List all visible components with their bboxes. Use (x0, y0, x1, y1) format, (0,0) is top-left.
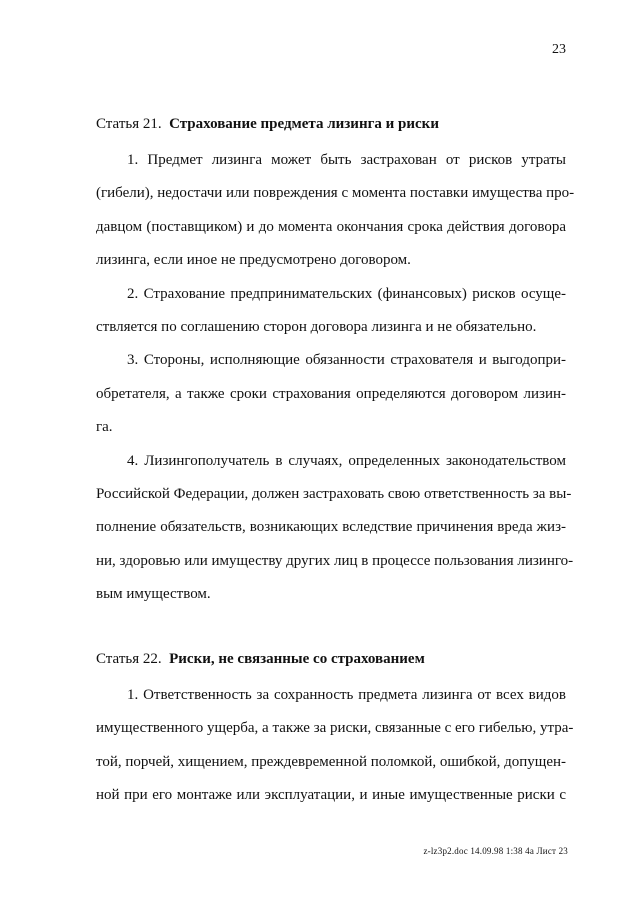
text-line: 3. Стороны, исполняющие обязанности страхователя и выгодопри- (127, 352, 566, 369)
article-22-heading (96, 649, 566, 669)
paragraph (96, 144, 575, 278)
text-line: 4. Лизингополучатель в случаях, определенных законодательством (127, 452, 566, 469)
article-title: Риски, не связанные со страхованием (169, 651, 425, 667)
text-line: вым имуществом. (96, 586, 211, 603)
text-line: той, порчей, хищением, преждевременной поломкой, ошибкой, допущен- (96, 753, 566, 770)
article-22-body (96, 679, 574, 813)
article-label: Статья 22. (96, 651, 162, 667)
text-line: имущественного ущерба, а также за риски, связанные с его гибелью, утра- (96, 720, 574, 737)
paragraph (96, 445, 574, 612)
text-line: ствляется по соглашению сторон договора лизинга и не обязательно. (96, 319, 537, 336)
paragraph (96, 679, 574, 813)
text-line: полнение обязательств, возникающих вследствие причинения вреда жиз- (96, 519, 566, 536)
text-line: Российской Федерации, должен застраховать свою ответственность за вы- (96, 486, 572, 503)
text-line: ной при его монтаже или эксплуатации, и иные имущественные риски с (96, 787, 566, 804)
article-title: Страхование предмета лизинга и риски (169, 116, 439, 132)
paragraph (96, 278, 566, 345)
article-21-body (96, 144, 575, 612)
text-line: 1. Предмет лизинга может быть застрахован от рисков утраты (127, 152, 566, 168)
paragraph (96, 344, 566, 444)
text-line: 2. Страхование предпринимательских (финансовых) рисков осуще- (127, 285, 566, 302)
page-number: 23 (552, 42, 566, 57)
text-line: га. (96, 419, 113, 436)
document-footer: z-lz3p2.doc 14.09.98 1:38 4a Лист 23 (423, 846, 568, 856)
text-line: (гибели), недостачи или повреждения с момента поставки имущества про- (96, 185, 575, 202)
article-label: Статья 21. (96, 116, 162, 132)
article-21-heading (96, 114, 566, 134)
text-line: ни, здоровью или имуществу других лиц в процессе пользования лизинго- (96, 552, 574, 569)
text-line: давцом (поставщиком) и до момента окончания срока действия договора (96, 218, 566, 235)
text-line: лизинга, если иное не предусмотрено договором. (96, 252, 411, 269)
text-line: обретателя, а также сроки страхования определяются договором лизин- (96, 385, 566, 402)
text-line: 1. Ответственность за сохранность предмета лизинга от всех видов (127, 687, 566, 703)
